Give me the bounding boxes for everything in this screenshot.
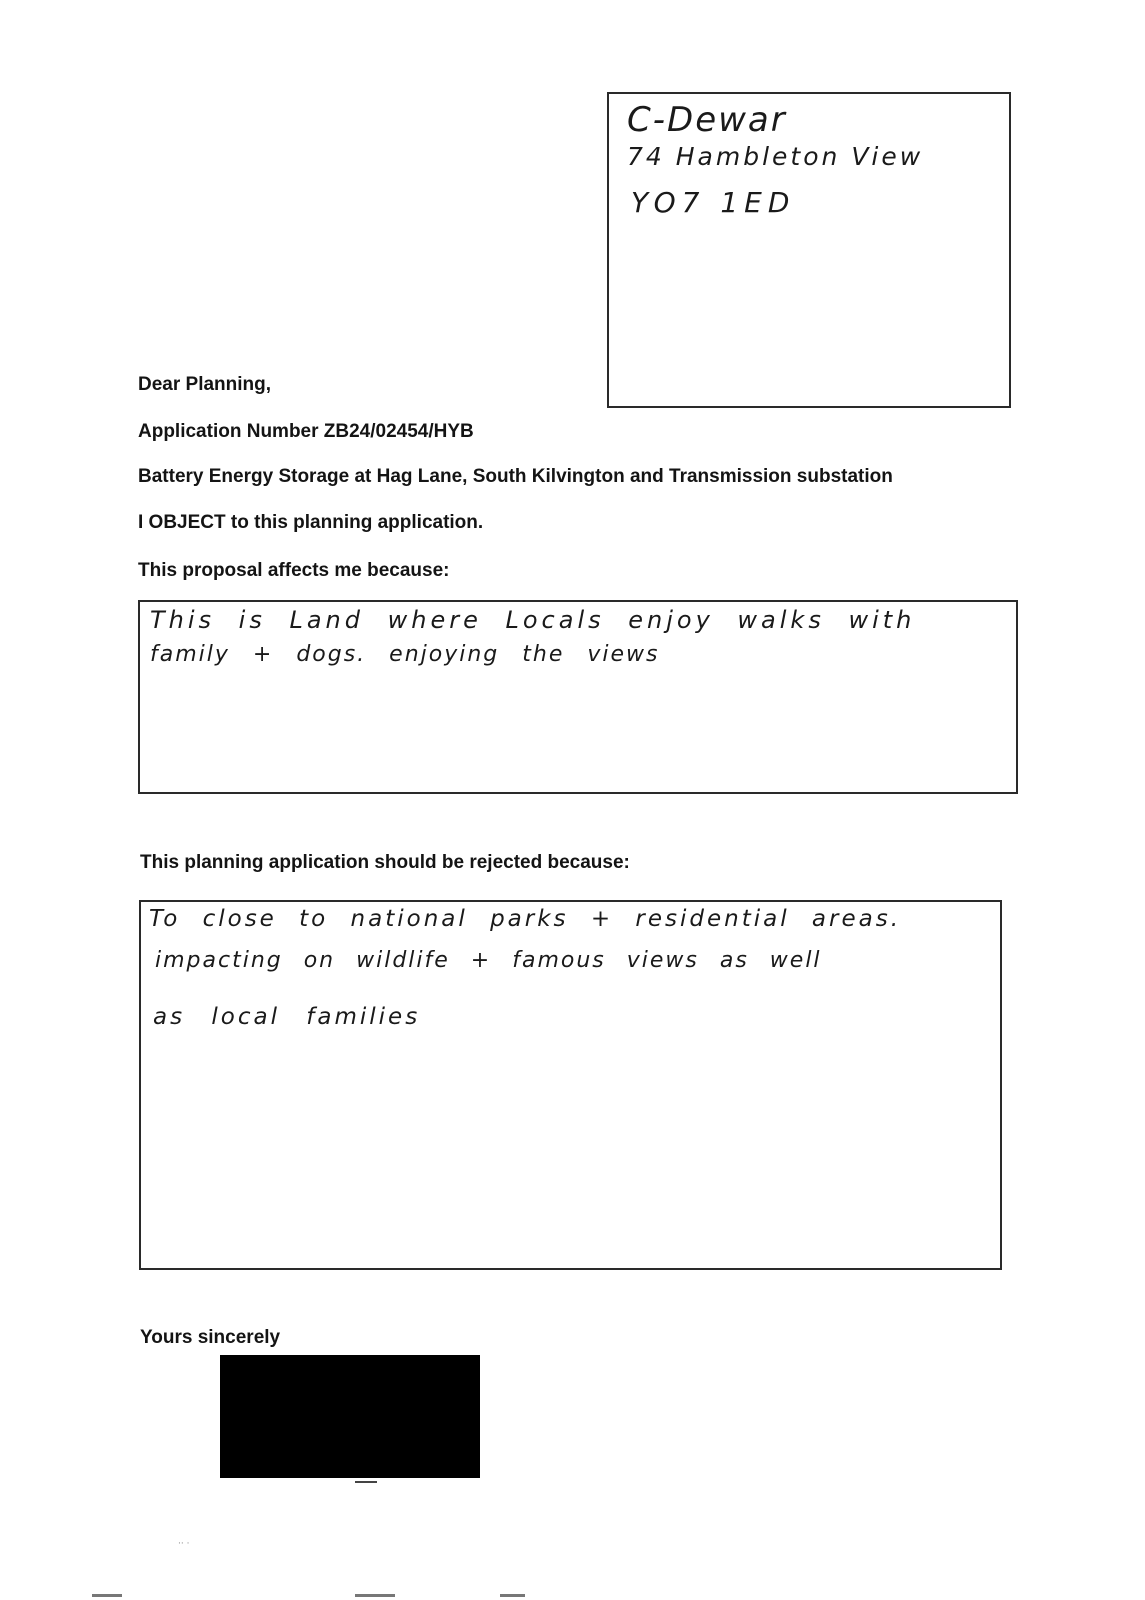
reject-response-line: To close to national parks + residential areas. [149, 906, 902, 932]
affects-label: This proposal affects me because: [138, 560, 450, 581]
scan-artifact [92, 1594, 122, 1597]
application-number: Application Number ZB24/02454/HYB [138, 421, 474, 442]
scan-mark [355, 1481, 377, 1483]
signature-redaction [220, 1355, 480, 1478]
reject-response-line: impacting on wildlife + famous views as well [155, 948, 822, 973]
affects-response-line: This is Land where Locals enjoy walks with [150, 606, 916, 634]
scan-artifact [355, 1594, 395, 1597]
scan-artifact [500, 1594, 525, 1597]
address-street: 74 Hambleton View [627, 142, 924, 171]
address-postcode: YO7 1ED [631, 186, 796, 219]
reject-response-box [139, 900, 1002, 1270]
address-name: C-Dewar [627, 100, 787, 140]
sign-off: Yours sincerely [140, 1327, 281, 1348]
address-box [607, 92, 1011, 408]
affects-response-box [138, 600, 1018, 794]
scan-speck: ⋅⋅ ⋅ [178, 1539, 190, 1549]
affects-response-line: family + dogs. enjoying the views [150, 642, 660, 667]
salutation: Dear Planning, [138, 374, 272, 395]
site-description: Battery Energy Storage at Hag Lane, South Kilvington and Transmission substation [138, 466, 893, 487]
reject-response-line: as local families [153, 1004, 421, 1030]
reject-label: This planning application should be rejected because: [140, 852, 630, 873]
objection-statement: I OBJECT to this planning application. [138, 512, 484, 533]
